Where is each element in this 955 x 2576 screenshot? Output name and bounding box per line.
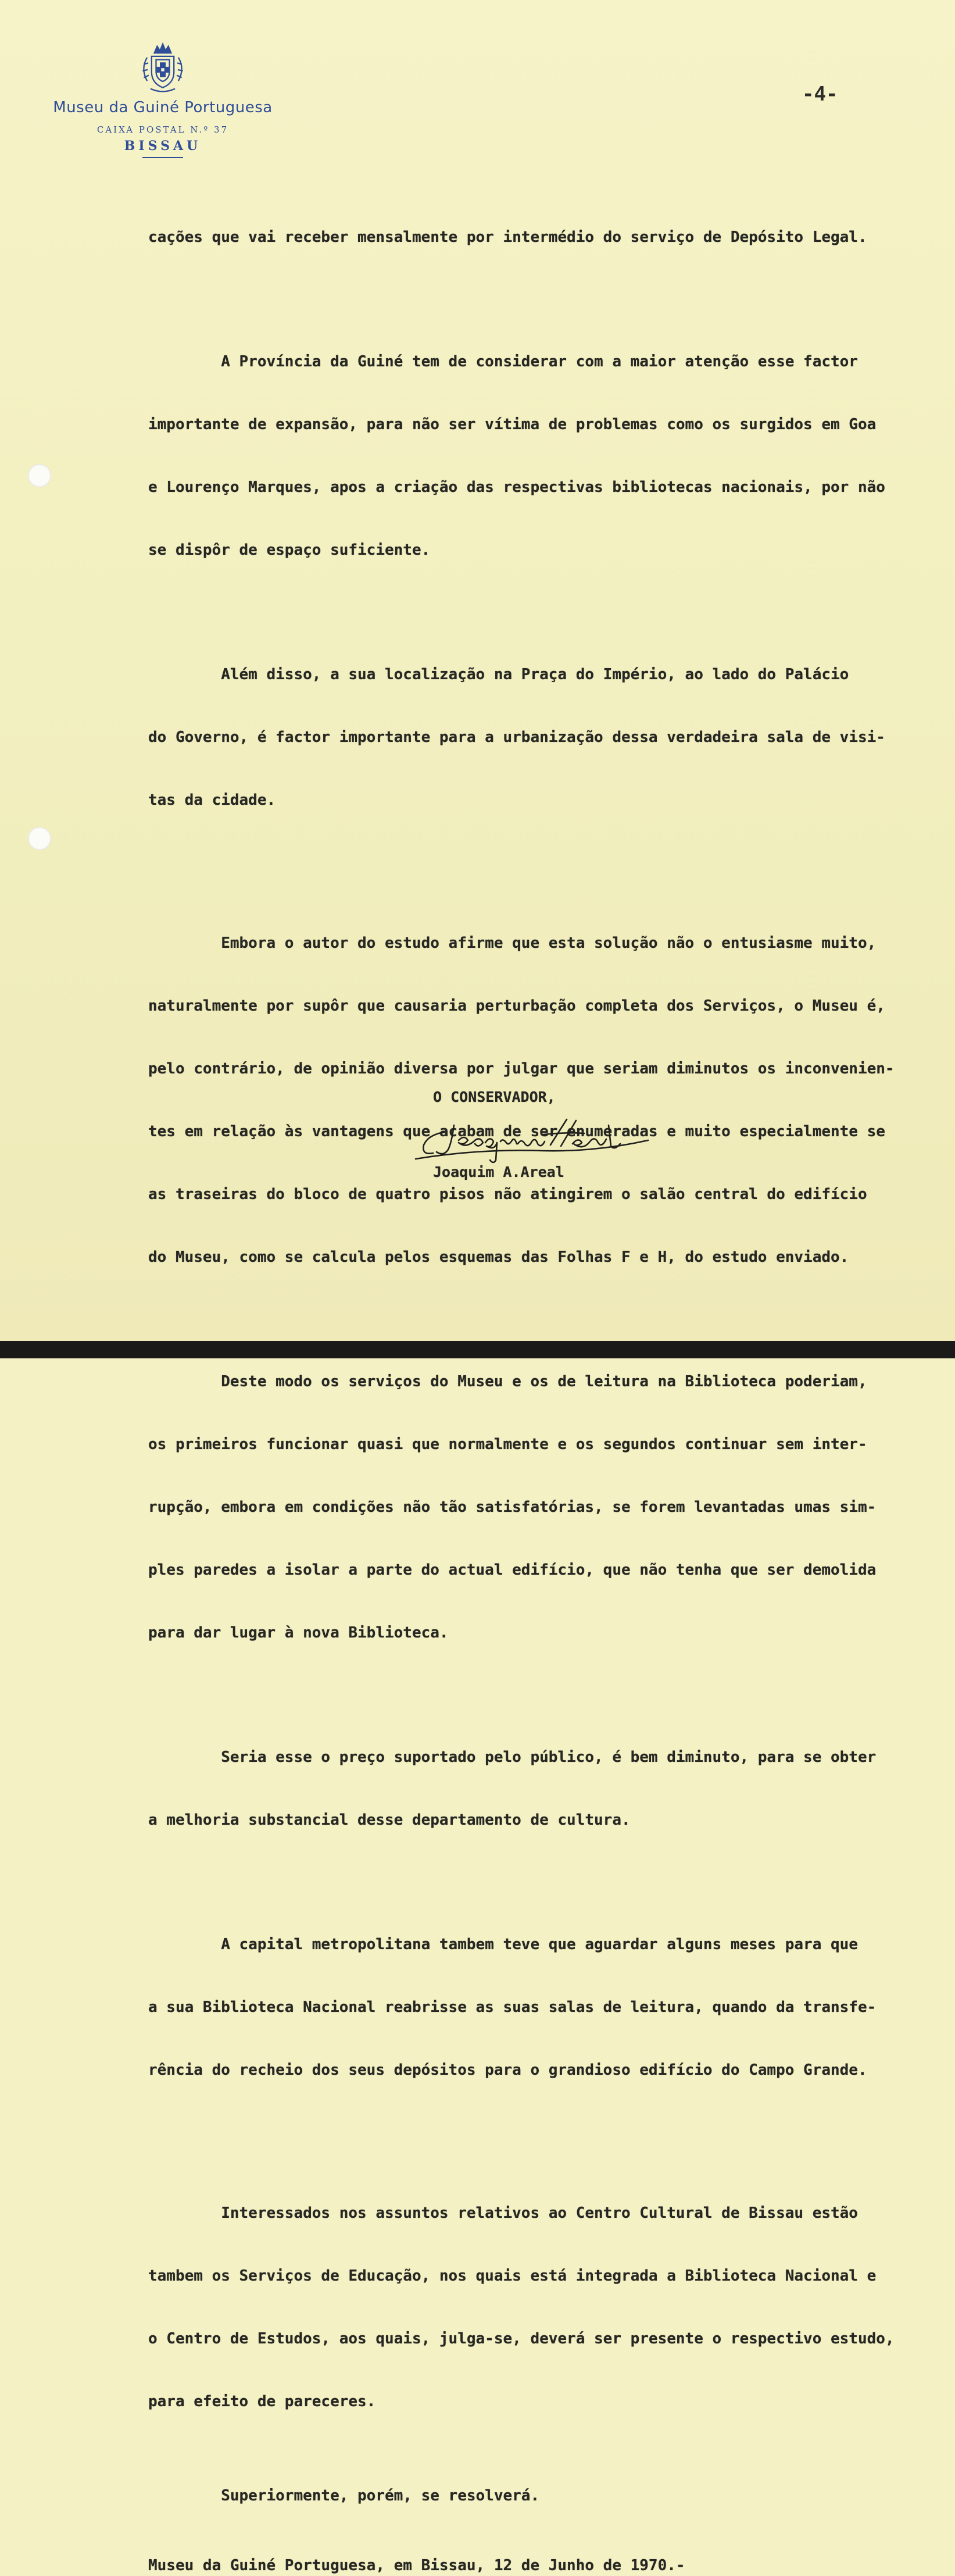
text-line: Interessados nos assuntos relativos ao Centro Cultural de Bissau estão [148, 2204, 858, 2222]
signatory-name: Joaquim A.Areal [433, 1164, 564, 1180]
punch-hole [28, 464, 51, 487]
text-line: rência do recheio dos seus depósitos para o grandioso edifício do Campo Grande. [148, 2061, 867, 2079]
text-line: importante de expansão, para não ser vítima de problemas como os surgidos em Goa [148, 416, 877, 433]
text-line: tes em relação às vantagens que acabam de ser enumeradas e muito especialmente se [148, 1123, 885, 1140]
text-line: para efeito de pareceres. [148, 2393, 376, 2410]
handwritten-signature [398, 1102, 677, 1166]
page-number: -4- [802, 83, 838, 106]
letterhead [41, 41, 285, 158]
text-line: ples paredes a isolar a parte do actual edifício, que não tenha que ser demolida [148, 1561, 877, 1579]
text-line: pelo contrário, de opinião diversa por julgar que seriam diminutos os inconvenien- [148, 1060, 895, 1078]
paragraph [148, 1705, 933, 1872]
text-line: do Governo, é factor importante para a urbanização dessa verdadeira sala de visi- [148, 729, 885, 746]
punch-hole [28, 827, 51, 850]
paragraph [148, 1892, 933, 2122]
text-line: a sua Biblioteca Nacional reabrisse as suas salas de leitura, quando da transfe- [148, 1999, 877, 2016]
paragraph [148, 309, 933, 602]
text-line: tas da cidade. [148, 791, 276, 809]
paragraph [148, 2161, 933, 2454]
letter-body [148, 185, 933, 2576]
text-line: a melhoria substancial desse departamento de cultura. [148, 1811, 631, 1829]
text-line: rupção, embora em condições não tão satisfatórias, se forem levantadas umas sim- [148, 1498, 877, 1516]
signature-block [433, 1089, 677, 1180]
text-line: Além disso, a sua localização na Praça do Império, ao lado do Palácio [148, 666, 849, 683]
text-line: e Lourenço Marques, apos a criação das respectivas bibliotecas nacionais, por não [148, 479, 885, 496]
text-line: as traseiras do bloco de quatro pisos não atingirem o salão central do edifício [148, 1186, 867, 1203]
text-line: A capital metropolitana tambem teve que aguardar alguns meses para que [148, 1936, 858, 1953]
city: BISSAU [124, 138, 202, 154]
text-line: do Museu, como se calcula pelos esquemas das Folhas F e H, do estudo enviado. [148, 1248, 849, 1266]
closing-line: Superiormente, porém, se resolverá. [148, 2487, 540, 2504]
paragraph [148, 185, 933, 290]
text-line: naturalmente por supôr que causaria perturbação completa dos Serviços, o Museu é, [148, 997, 885, 1015]
text-line: tambem os Serviços de Educação, nos quais está integrada a Biblioteca Nacional e [148, 2267, 877, 2285]
text-line: cações que vai receber mensalmente por intermédio do serviço de Depósito Legal. [148, 229, 867, 246]
text-line: os primeiros funcionar quasi que normalmente e os segundos continuar sem inter- [148, 1436, 867, 1453]
signatory-title: O CONSERVADOR, [433, 1089, 556, 1105]
dateline: Museu da Guiné Portuguesa, em Bissau, 12 de Junho de 1970.- [148, 2557, 685, 2574]
paragraph [148, 1329, 933, 1685]
postbox: CAIXA POSTAL N.º 37 [96, 124, 229, 135]
text-line: para dar lugar à nova Biblioteca. [148, 1624, 449, 1642]
text-line: A Província da Guiné tem de considerar com a maior atenção esse factor [148, 353, 858, 370]
text-line: Seria esse o preço suportado pelo público, é bem diminuto, para se obter [148, 1749, 877, 1766]
coat-of-arms-icon [135, 41, 191, 97]
text-line: Deste modo os serviços do Museu e os de leitura na Biblioteca poderiam, [148, 1373, 867, 1390]
paragraph [148, 622, 933, 852]
divider [142, 157, 183, 158]
text-line: Embora o autor do estudo afirme que esta solução não o entusiasme muito, [148, 934, 877, 952]
text-line: o Centro de Estudos, aos quais, julga-se, deverá ser presente o respectivo estudo, [148, 2330, 895, 2347]
museum-name: Museu da Guiné Portuguesa [53, 99, 273, 116]
text-line: se dispôr de espaço suficiente. [148, 541, 431, 559]
